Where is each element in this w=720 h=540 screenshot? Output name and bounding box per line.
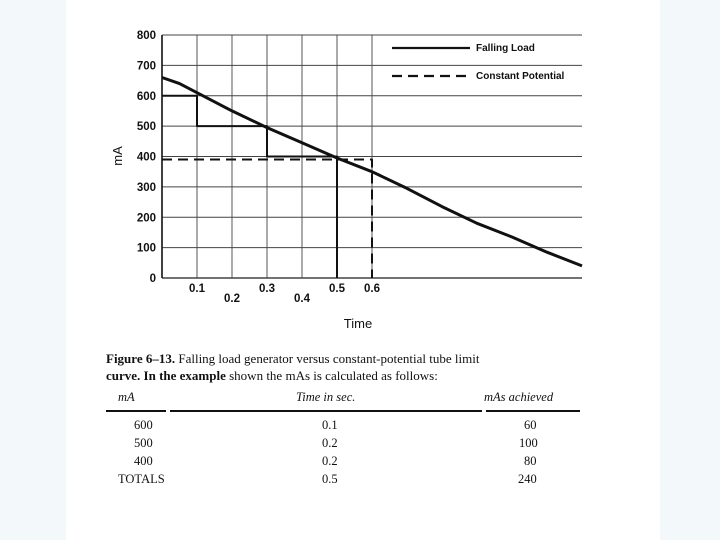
caption-line-1: Falling load generator versus constant-potential tube limit bbox=[178, 351, 480, 366]
x-tick-label: 0.5 bbox=[329, 283, 345, 295]
table-cell: 400 bbox=[134, 454, 153, 468]
x-tick-label: 0.6 bbox=[364, 283, 380, 295]
y-tick-label: 600 bbox=[136, 90, 156, 103]
table-cell: 0.2 bbox=[322, 454, 338, 468]
table-cell: 0.1 bbox=[322, 418, 338, 432]
table-cell: 60 bbox=[524, 418, 537, 432]
chart-legend bbox=[392, 43, 565, 82]
y-tick-label: 500 bbox=[136, 121, 156, 134]
table-cell: 500 bbox=[134, 436, 153, 450]
y-tick-label: 0 bbox=[149, 273, 156, 285]
table-rule bbox=[106, 410, 166, 412]
y-tick-label: 400 bbox=[136, 151, 156, 164]
legend-label: Falling Load bbox=[476, 43, 535, 54]
y-tick-label: 100 bbox=[136, 242, 156, 255]
table-cell: 80 bbox=[524, 454, 537, 468]
table-cell: TOTALS bbox=[118, 472, 165, 486]
y-axis-label: mA bbox=[110, 146, 125, 166]
caption-line-2-rest: shown the mAs is calculated as follows: bbox=[229, 368, 438, 383]
table-cell: 600 bbox=[134, 418, 153, 432]
table-cell: 0.5 bbox=[322, 472, 338, 486]
table-rule bbox=[170, 410, 482, 412]
table-cell: 0.2 bbox=[322, 436, 338, 450]
table-header-mas: mAs achieved bbox=[484, 390, 554, 404]
caption-line-2-bold: curve. In the example bbox=[106, 368, 226, 383]
chart-ticks bbox=[137, 30, 380, 305]
y-tick-label: 200 bbox=[136, 212, 156, 225]
x-tick-label: 0.2 bbox=[224, 293, 240, 305]
y-tick-label: 300 bbox=[136, 181, 156, 194]
x-axis-label: Time bbox=[343, 316, 373, 331]
x-tick-label: 0.4 bbox=[294, 293, 310, 305]
y-tick-label: 700 bbox=[136, 60, 156, 73]
table-header-ma: mA bbox=[118, 390, 135, 404]
table-cell: 100 bbox=[519, 436, 538, 450]
x-tick-label: 0.1 bbox=[189, 283, 205, 295]
table-cell: 240 bbox=[518, 472, 537, 486]
legend-label: Constant Potential bbox=[476, 71, 565, 82]
y-tick-label: 800 bbox=[136, 30, 156, 42]
figure-caption bbox=[106, 350, 586, 384]
table-header-time: Time in sec. bbox=[296, 390, 356, 404]
x-tick-label: 0.3 bbox=[259, 283, 275, 295]
figure-label: Figure 6–13. bbox=[106, 351, 176, 366]
table-rule bbox=[486, 410, 580, 412]
